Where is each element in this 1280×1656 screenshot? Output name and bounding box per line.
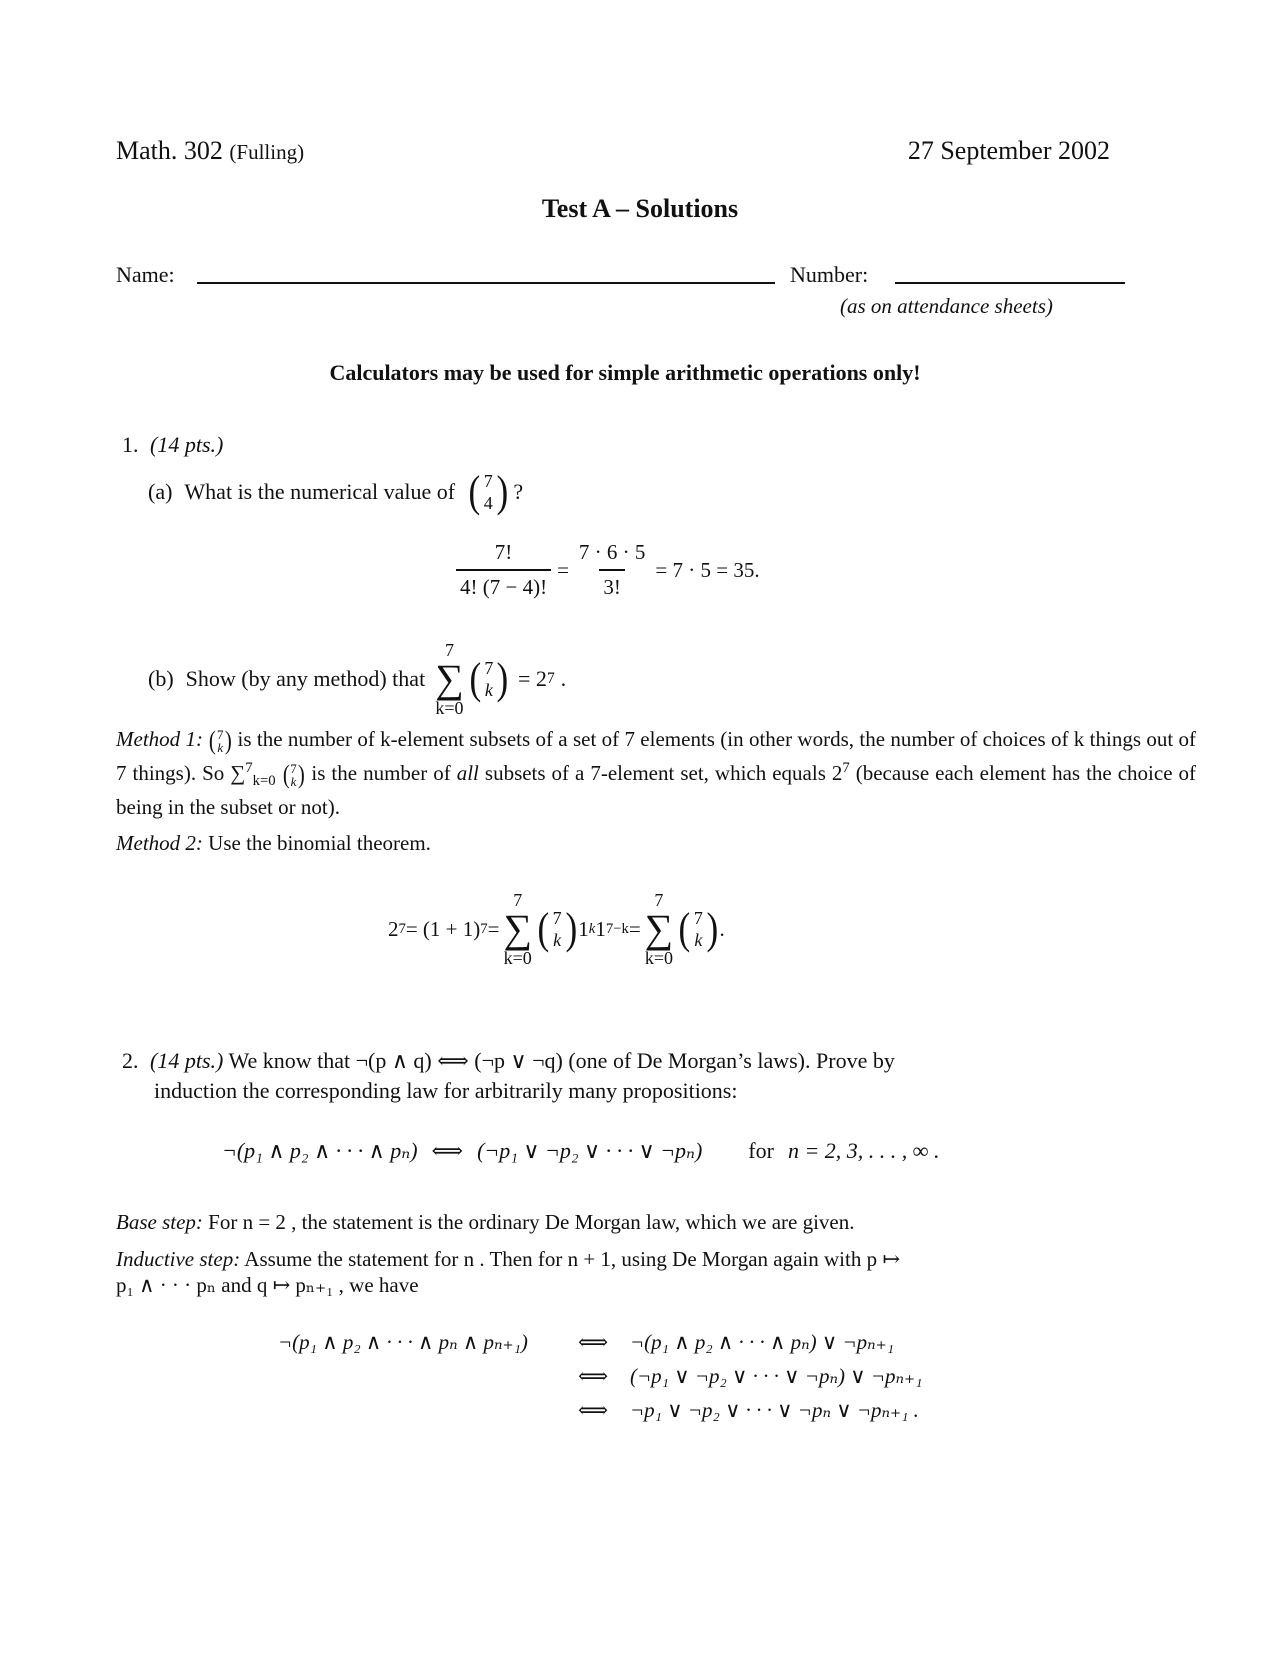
bt-mid-2: 1 — [595, 916, 606, 941]
part-a-label: (a) — [148, 479, 173, 504]
course-name: Math. 302 — [116, 136, 223, 165]
chain-iff-2: ⟺ — [578, 1364, 609, 1388]
method-1-all: all — [456, 761, 479, 785]
binom-top: 7 — [483, 471, 493, 491]
part-a-text: What is the numerical value of — [184, 479, 456, 504]
chain-iff-1: ⟺ — [578, 1330, 609, 1354]
bt-eq3: = — [628, 916, 641, 941]
part-a-solution — [450, 540, 760, 600]
chain-iff-3: ⟺ — [578, 1398, 609, 1422]
method-1-exp: 7 — [842, 760, 850, 776]
fraction-2-den: 3! — [599, 569, 625, 600]
part-b-rhs: = 2 — [518, 666, 547, 691]
chain-rhs-3: ¬p₁ ∨ ¬p₂ ∨ · · · ∨ ¬pₙ ∨ ¬pₙ₊₁ . — [630, 1398, 919, 1422]
chain-lhs: ¬(p₁ ∧ p₂ ∧ · · · ∧ pₙ ∧ pₙ₊₁) — [278, 1330, 528, 1354]
fraction-1-num: 7! — [494, 540, 513, 564]
statement-lhs: ¬(p₁ ∧ p₂ ∧ · · · ∧ pₙ) — [222, 1138, 418, 1163]
part-b-text: Show (by any method) that — [185, 666, 426, 691]
demorgan-general-statement — [222, 1138, 939, 1164]
statement-range: n = 2, 3, . . . , ∞ . — [787, 1138, 940, 1163]
bt-sum-2: 7 ∑ k=0 — [644, 890, 674, 968]
method-1-text-3: subsets of a 7-element set, which equals 2 — [484, 761, 843, 785]
problem-2-number: 2. — [122, 1048, 139, 1073]
inline-binom-2-bottom: k — [290, 774, 297, 790]
statement-rhs: (¬p₁ ∨ ¬p₂ ∨ · · · ∨ ¬pₙ) — [477, 1138, 703, 1163]
bt-binom-1-top: 7 — [552, 908, 562, 928]
method-1-text-4: (because each element has the choice of being in the subset or not). — [116, 761, 1197, 819]
method-1-text-1: is the number of k-element subsets of a set of 7 elements (in other words, the number of choices of k things out of 7 things). So — [116, 727, 1196, 785]
inline-binomial-2: ( 7 k ) — [282, 760, 305, 790]
method-1-sum-sup: 7 — [245, 760, 253, 776]
method-2-text: Use the binomial theorem. — [208, 831, 431, 855]
part-a-result: = 7 · 5 = 35. — [655, 557, 760, 582]
method-1-text-2: is the number of — [311, 761, 451, 785]
bt-lhs: 2 — [388, 916, 399, 941]
statement-iff: ⟺ — [431, 1138, 464, 1163]
part-b-label: (b) — [148, 666, 174, 691]
problem-1-number: 1. — [122, 432, 139, 457]
method-2-label: Method 2: — [116, 831, 203, 855]
sum-lower: k=0 — [435, 698, 464, 718]
binomial-7-choose-k: ( 7 k ) — [469, 654, 509, 703]
number-label: Number: — [790, 262, 869, 287]
name-label: Name: — [116, 262, 175, 287]
exam-date: 27 September 2002 — [907, 136, 1110, 165]
bt-sum-2-lower: k=0 — [644, 948, 673, 968]
base-step-label: Base step: — [116, 1210, 203, 1234]
inline-binom-bottom: k — [217, 740, 224, 756]
base-step — [116, 1210, 855, 1235]
problem-1-points: (14 pts.) — [150, 432, 224, 457]
summation: 7 ∑ k=0 — [435, 640, 464, 718]
inductive-step-text-1: Assume the statement for n . Then for n + 1, using De Morgan again with p ↦ — [244, 1247, 900, 1271]
problem-2-text-1: We know that ¬(p ∧ q) ⟺ (¬p ∨ ¬q) (one of De Morgan’s laws). Prove by — [228, 1048, 895, 1073]
binom-b-bottom: k — [484, 680, 493, 700]
inline-binom-top: 7 — [217, 727, 224, 743]
binom-b-top: 7 — [484, 658, 494, 678]
number-note: (as on attendance sheets) — [840, 294, 1053, 318]
base-step-text: For n = 2 , the statement is the ordinary De Morgan law, which we are given. — [208, 1210, 855, 1234]
binomial-7-choose-4: ( 7 4 ) — [468, 467, 508, 516]
method-1-sum-sub: k=0 — [252, 773, 276, 790]
part-b-question: (b) Show (by any method) that 7 ∑ k=0 ( 7 k ) = 2 7 . — [148, 640, 567, 718]
bt-mid: 1 — [578, 916, 589, 941]
bt-binom-2-top: 7 — [693, 908, 703, 928]
fraction-2 — [575, 540, 650, 600]
fraction-1-den: 4! (7 − 4)! — [456, 569, 551, 600]
bt-sum-2-upper: 7 — [654, 890, 664, 910]
problem-1-heading — [122, 432, 223, 458]
binomial-theorem-equation: 2 7 = (1 + 1) 7 = 7 ∑ k=0 ( 7 k ) 1 k 1 7−k = 7 ∑ k=0 ( 7 k ) . — [388, 890, 725, 968]
bt-binomial-2: ( 7 k ) — [678, 904, 719, 953]
part-a-qmark: ? — [513, 479, 524, 504]
bt-eq2: = — [487, 916, 500, 941]
problem-2-text-2: induction the corresponding law for arbitrarily many propositions: — [154, 1078, 738, 1103]
sum-upper: 7 — [444, 640, 454, 660]
part-b-end: . — [560, 666, 567, 691]
statement-for: for — [748, 1138, 774, 1163]
method-1-paragraph — [116, 722, 1196, 860]
binom-bottom: 4 — [483, 493, 493, 513]
fraction-2-num: 7 · 6 · 5 — [578, 540, 646, 564]
calculator-notice: Calculators may be used for simple arithmetic operations only! — [329, 360, 921, 385]
fraction-1 — [456, 540, 551, 600]
chain-rhs-2: (¬p₁ ∨ ¬p₂ ∨ · · · ∨ ¬pₙ) ∨ ¬pₙ₊₁ — [630, 1364, 923, 1388]
bt-binomial-1: ( 7 k ) — [537, 904, 577, 953]
inline-binom-2-top: 7 — [290, 761, 297, 777]
chain-rhs-1: ¬(p₁ ∧ p₂ ∧ · · · ∧ pₙ) ∨ ¬pₙ₊₁ — [630, 1330, 895, 1354]
page-title: Test A – Solutions — [541, 194, 739, 223]
inductive-step-text-2: p₁ ∧ · · · pₙ and q ↦ pₙ₊₁ , we have — [116, 1273, 419, 1297]
bt-binom-1-bottom: k — [553, 930, 562, 950]
bt-sum-1: 7 ∑ k=0 — [503, 890, 532, 968]
bt-end: . — [719, 916, 725, 941]
number-field[interactable] — [895, 282, 1125, 284]
method-1-label: Method 1: — [116, 727, 203, 751]
bt-sum-1-upper: 7 — [513, 890, 523, 910]
course-header — [116, 136, 304, 166]
bt-sum-1-lower: k=0 — [503, 948, 532, 968]
bt-eq1: = (1 + 1) — [405, 916, 481, 941]
name-field[interactable] — [197, 282, 775, 284]
equals-sign: = — [557, 557, 569, 582]
inductive-step-label: Inductive step: — [116, 1247, 241, 1271]
inline-binomial: ( 7 k ) — [209, 726, 232, 756]
problem-2-statement — [122, 1046, 895, 1106]
problem-2-points: (14 pts.) — [150, 1048, 224, 1073]
method-1-sum: ∑ — [230, 761, 246, 785]
part-a-question — [148, 467, 524, 516]
inductive-step — [116, 1246, 900, 1298]
bt-binom-2-bottom: k — [694, 930, 703, 950]
instructor-name: (Fulling) — [229, 140, 305, 164]
